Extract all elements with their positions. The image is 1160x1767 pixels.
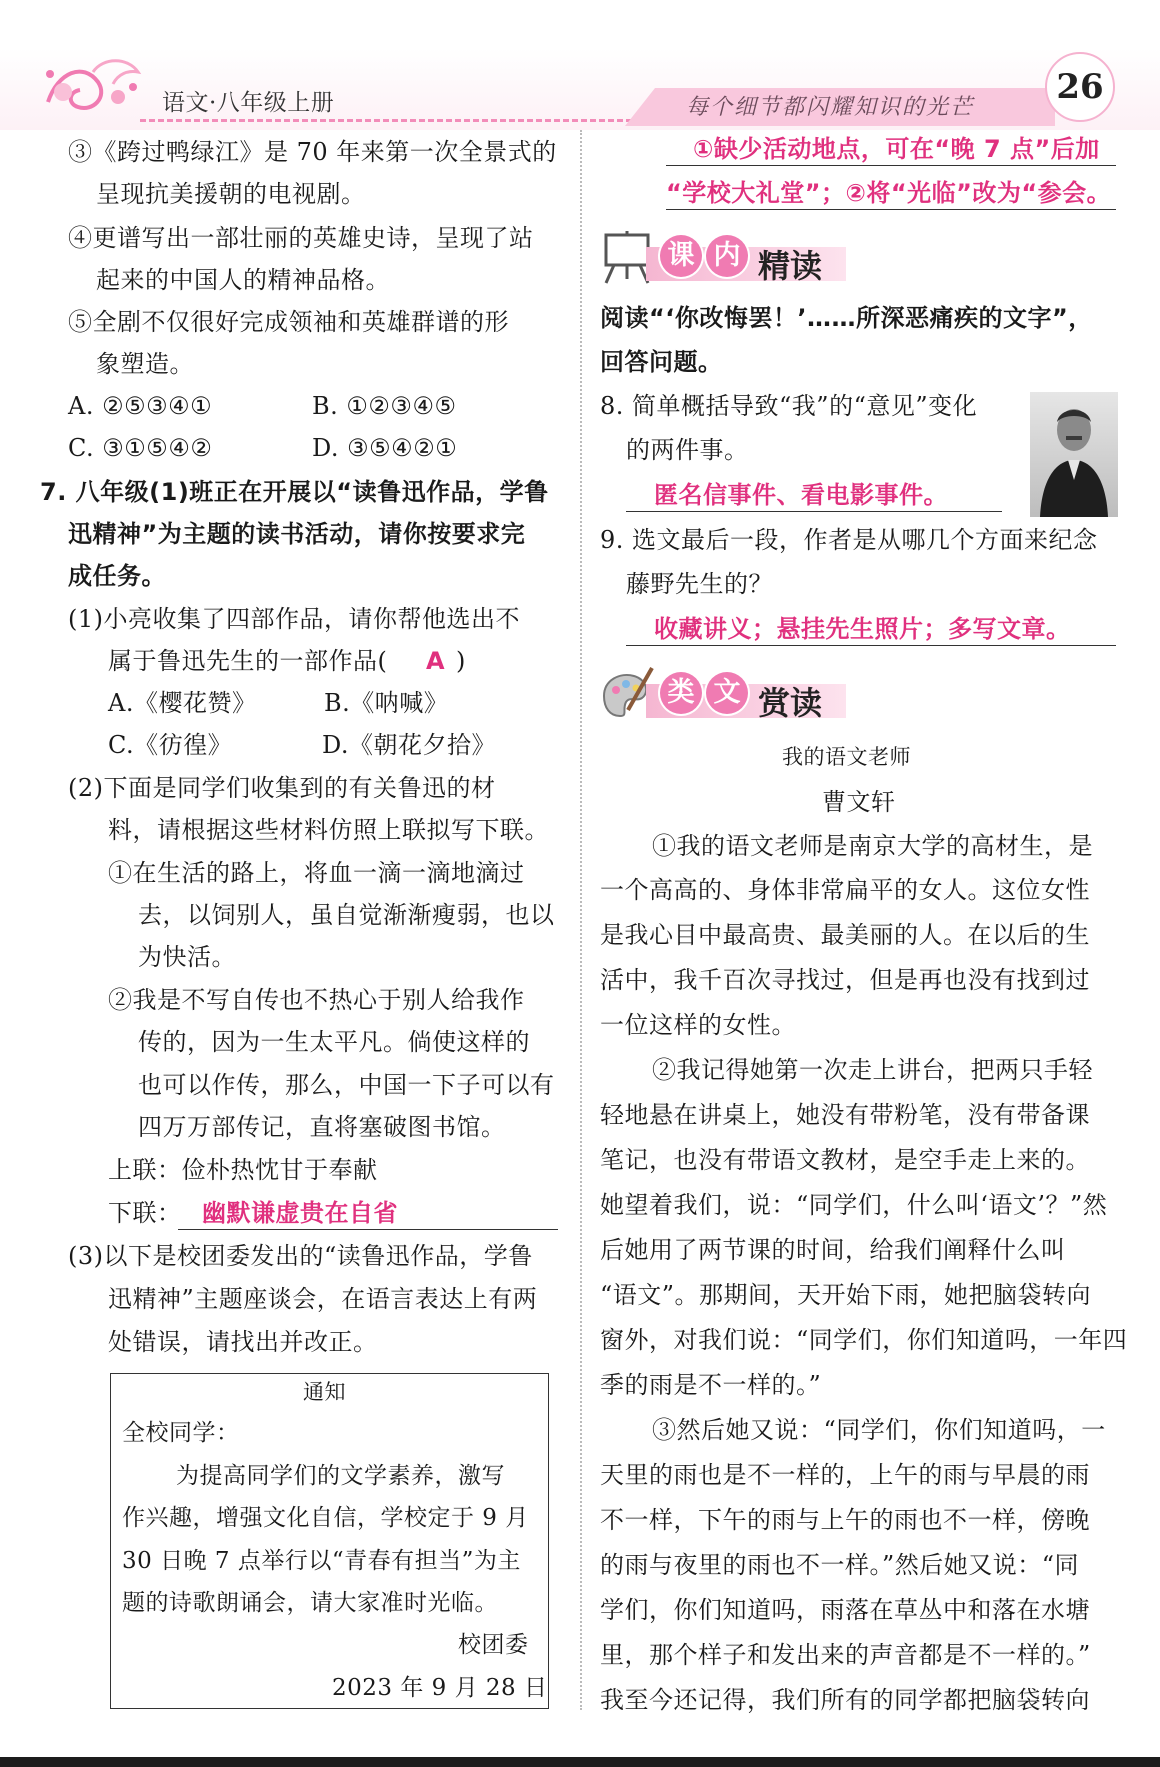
q8-answer-underline bbox=[626, 511, 1002, 512]
q7-2-line1: (2)下面是同学们收集到的有关鲁迅的材 bbox=[68, 774, 496, 802]
notice-line2: 作兴趣，增强文化自信，学校定于 9 月 bbox=[122, 1505, 529, 1531]
article-line: 学们，你们知道吗，雨落在草丛中和落在水塘 bbox=[600, 1596, 1090, 1624]
article-line: 季的雨是不一样的。” bbox=[600, 1371, 822, 1399]
article-line: 里，那个样子和发出来的声音都是不一样的。” bbox=[600, 1641, 1091, 1669]
article-line: 她望着我们，说：“同学们，什么叫‘语文’？”然 bbox=[600, 1191, 1108, 1219]
article-line: 后她用了两节课的时间，给我们阐释什么叫 bbox=[600, 1236, 1066, 1264]
q7-stem-line2: 迅精神”为主题的读书活动，请你按要求完 bbox=[68, 520, 526, 548]
option-5-line1: ⑤全剧不仅很好完成领袖和英雄群谱的形 bbox=[68, 308, 509, 336]
notice-line4: 题的诗歌朗诵会，请大家准时光临。 bbox=[122, 1590, 498, 1616]
option-3-line2: 呈现抗美援朝的电视剧。 bbox=[96, 180, 366, 208]
upper-couplet: 上联：俭朴热忱甘于奉献 bbox=[108, 1156, 378, 1184]
header-dash-divider bbox=[140, 119, 650, 122]
reading-intro-line2: 回答问题。 bbox=[600, 348, 723, 376]
article-line: 的雨与夜里的雨也不一样。”然后她又说：“同 bbox=[600, 1551, 1080, 1579]
article-line: 天里的雨也是不一样的，上午的雨与早晨的雨 bbox=[600, 1461, 1090, 1489]
lower-couplet-answer: 幽默谦虚贵在自省 bbox=[202, 1199, 398, 1227]
q7-1-line1: (1)小亮收集了四部作品，请你帮他选出不 bbox=[68, 605, 520, 633]
q9-answer: 收藏讲义；悬挂先生照片；多写文章。 bbox=[654, 615, 1071, 643]
article-line: 不一样，下午的雨与上午的雨也不一样，傍晚 bbox=[600, 1506, 1090, 1534]
article-line: 笔记，也没有带语文教材，是空手走上来的。 bbox=[600, 1146, 1090, 1174]
section-header-similar-reading bbox=[598, 662, 868, 724]
q7-1-answer: A bbox=[426, 647, 446, 675]
section-char-2: 文 bbox=[706, 672, 748, 714]
article-line: 活中，我千百次寻找过，但是再也没有找到过 bbox=[600, 966, 1090, 994]
notice-signature: 校团委 bbox=[458, 1632, 529, 1658]
q7-3-line3: 处错误，请找出并改正。 bbox=[108, 1328, 378, 1356]
q7-3-line2: 迅精神”主题座谈会，在语言表达上有两 bbox=[108, 1285, 538, 1313]
q7-stem-line1: 7. 八年级(1)班正在开展以“读鲁迅作品，学鲁 bbox=[40, 478, 549, 506]
q7-2-line2: 料，请根据这些材料仿照上联拟写下联。 bbox=[108, 816, 549, 844]
material-1-line3: 为快活。 bbox=[138, 943, 236, 971]
flower-ornament-icon bbox=[38, 52, 148, 122]
slogan-text: 每个细节都闪耀知识的光芒 bbox=[686, 95, 975, 120]
section-title-rest: 精读 bbox=[758, 247, 823, 285]
article-line: “语文”。那期间，天开始下雨，她把脑袋转向 bbox=[600, 1281, 1092, 1309]
q7-1-line2: 属于鲁迅先生的一部作品( bbox=[108, 647, 388, 675]
section-header-in-class-reading bbox=[598, 225, 868, 287]
q7-1-choice-c: C.《彷徨》 bbox=[108, 731, 233, 759]
section-char-1: 课 bbox=[660, 235, 702, 277]
portrait-icon bbox=[1030, 392, 1118, 517]
article-line: ③然后她又说：“同学们，你们知道吗，一 bbox=[652, 1416, 1106, 1444]
q8-answer: 匿名信事件、看电影事件。 bbox=[654, 481, 948, 509]
fujino-portrait-photo bbox=[1030, 392, 1118, 517]
article-line: 我至今还记得，我们所有的同学都把脑袋转向 bbox=[600, 1686, 1090, 1714]
option-4-line1: ④更谱写出一部壮丽的英雄史诗，呈现了站 bbox=[68, 224, 534, 252]
q7-3-answer-underline2 bbox=[666, 209, 1116, 210]
material-2-line3: 也可以作传，那么，中国一下子可以有 bbox=[138, 1071, 555, 1099]
material-1-line1: ①在生活的路上，将血一滴一滴地滴过 bbox=[108, 859, 525, 887]
q7-stem-line3: 成任务。 bbox=[68, 562, 166, 590]
q7-1-choice-b: B.《呐喊》 bbox=[324, 689, 449, 717]
material-2-line2: 传的，因为一生太平凡。倘使这样的 bbox=[138, 1028, 530, 1056]
option-4-line2: 起来的中国人的精神品格。 bbox=[96, 266, 390, 294]
page-number: 26 bbox=[1045, 52, 1115, 122]
choice-c: C. ③①⑤④② bbox=[68, 434, 213, 462]
q7-3-answer-underline1 bbox=[666, 165, 1116, 166]
article-line: 一个高高的、身体非常扁平的女人。这位女性 bbox=[600, 876, 1090, 904]
section-title-rest: 赏读 bbox=[758, 684, 823, 722]
article-title: 我的语文老师 bbox=[782, 745, 911, 769]
q8-line1: 8. 简单概括导致“我”的“意见”变化 bbox=[600, 392, 978, 420]
column-divider bbox=[580, 130, 582, 1710]
q7-1-choice-a: A.《樱花赞》 bbox=[108, 689, 257, 717]
q9-line1: 9. 选文最后一段，作者是从哪几个方面来纪念 bbox=[600, 526, 1098, 554]
article-line: 窗外，对我们说：“同学们，你们知道吗，一年四 bbox=[600, 1326, 1128, 1354]
choice-d: D. ③⑤④②① bbox=[312, 434, 458, 462]
q7-3-answer-line1: ①缺少活动地点，可在“晚 7 点”后加 bbox=[693, 135, 1100, 163]
article-line: ②我记得她第一次走上讲台，把两只手轻 bbox=[652, 1056, 1093, 1084]
article-line: 是我心目中最高贵、最美丽的人。在以后的生 bbox=[600, 921, 1090, 949]
q7-1-close-paren: ) bbox=[456, 647, 466, 675]
bottom-edge-bar bbox=[0, 1757, 1160, 1767]
q7-1-choice-d: D.《朝花夕拾》 bbox=[322, 731, 497, 759]
section-char-2: 内 bbox=[706, 235, 748, 277]
choice-b: B. ①②③④⑤ bbox=[312, 392, 457, 420]
article-line: ①我的语文老师是南京大学的高材生，是 bbox=[652, 832, 1093, 860]
section-char-1: 类 bbox=[660, 672, 702, 714]
notice-date: 2023 年 9 月 28 日 bbox=[332, 1675, 548, 1701]
reading-intro-line1: 阅读“‘你改悔罢！’……所深恶痛疾的文字”， bbox=[600, 304, 1093, 332]
q7-3-answer-line2: “学校大礼堂”；②将“光临”改为“参会。 bbox=[666, 179, 1112, 207]
notice-line3: 30 日晚 7 点举行以“青春有担当”为主 bbox=[122, 1548, 521, 1574]
q8-line2: 的两件事。 bbox=[626, 436, 749, 464]
article-line: 轻地悬在讲桌上，她没有带粉笔，没有带备课 bbox=[600, 1101, 1090, 1129]
lower-couplet-label: 下联： bbox=[108, 1199, 182, 1227]
article-line: 一位这样的女性。 bbox=[600, 1011, 796, 1039]
material-1-line2: 去，以饲别人，虽自觉渐渐瘦弱，也以 bbox=[138, 901, 555, 929]
material-2-line4: 四万万部传记，直将塞破图书馆。 bbox=[138, 1113, 506, 1141]
q9-line2: 藤野先生的？ bbox=[626, 570, 773, 598]
notice-line1: 为提高同学们的文学素养，激写 bbox=[176, 1463, 505, 1489]
notice-title: 通知 bbox=[303, 1380, 346, 1404]
choice-a: A. ②⑤③④① bbox=[68, 392, 213, 420]
notice-salutation: 全校同学： bbox=[122, 1420, 240, 1446]
q7-3-line1: (3)以下是校团委发出的“读鲁迅作品，学鲁 bbox=[68, 1242, 533, 1270]
option-3-line1: ③《跨过鸭绿江》是 70 年来第一次全景式的 bbox=[68, 138, 557, 166]
material-2-line1: ②我是不写自传也不热心于别人给我作 bbox=[108, 986, 525, 1014]
option-5-line2: 象塑造。 bbox=[96, 350, 194, 378]
lower-couplet-underline bbox=[178, 1229, 558, 1230]
article-author: 曹文轩 bbox=[822, 788, 896, 816]
q9-answer-underline bbox=[626, 645, 1116, 646]
book-title: 语文·八年级上册 bbox=[162, 90, 335, 116]
